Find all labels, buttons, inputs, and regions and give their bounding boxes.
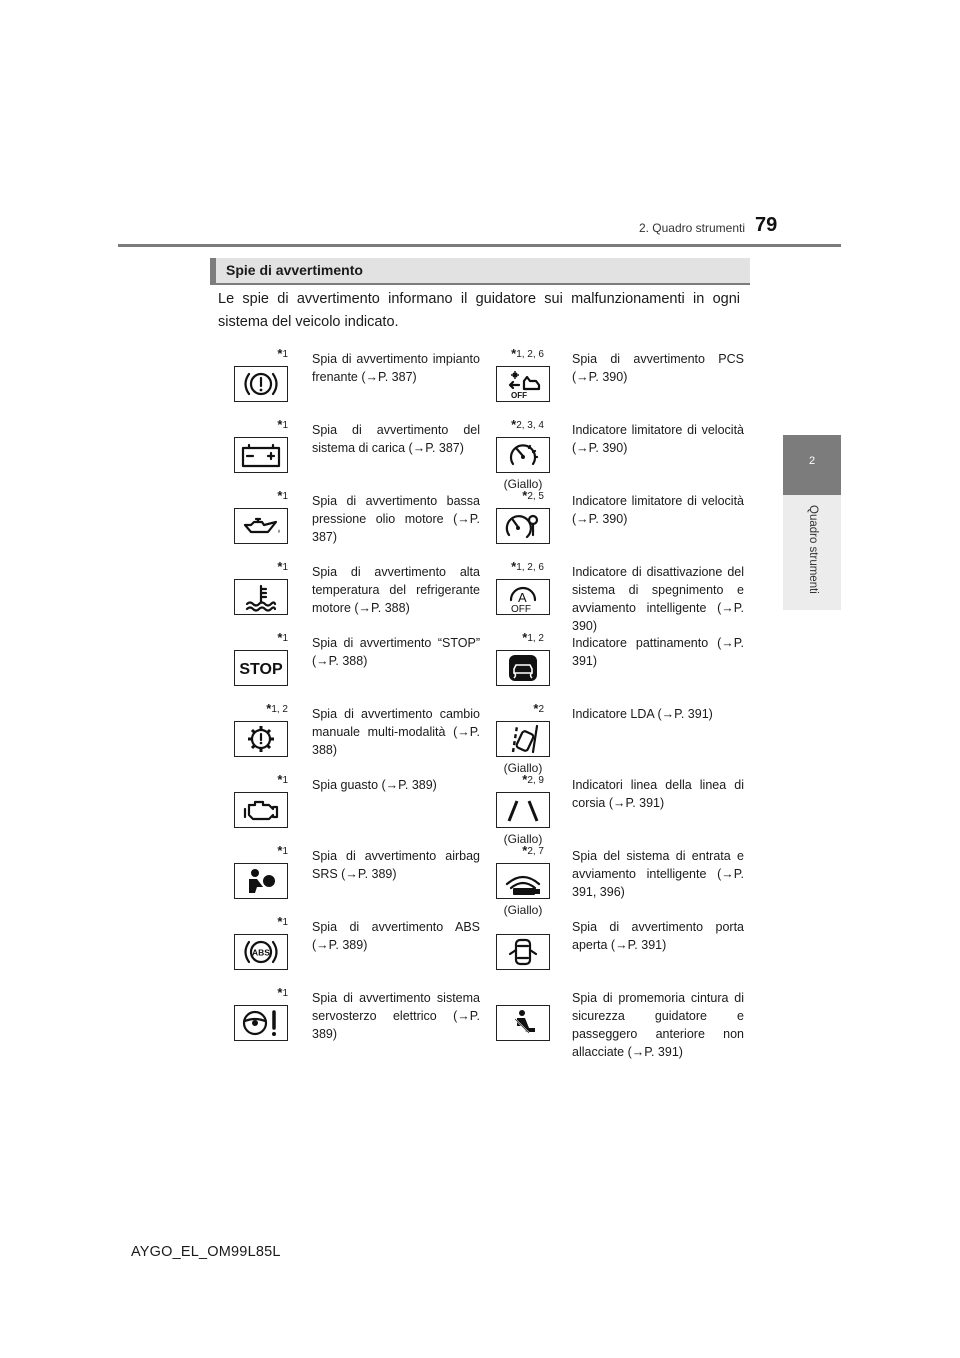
warning-light-description: Spia di avvertimento ABS (→P. 389) xyxy=(312,920,480,952)
warning-light-entry xyxy=(234,766,494,837)
speed-limiter-warning-icon xyxy=(496,508,550,544)
warning-light-row xyxy=(234,837,754,917)
warning-light-row xyxy=(234,411,754,491)
warning-light-entry xyxy=(234,908,494,979)
footnote-marker: *2, 9 xyxy=(522,772,544,787)
section-intro: Le spie di avvertimento informano il guidatore sui malfunzionamenti in ogni sistema del veicolo indicato. xyxy=(218,291,740,330)
footer-doc-code: AYGO_EL_OM99L85L xyxy=(131,1244,281,1260)
warning-light-row xyxy=(234,340,754,411)
color-note: (Giallo) xyxy=(503,903,543,917)
warning-light-description: Spia di promemoria cintura di sicurezza guidatore e passeggero anteriore non allacciate (→P. 391) xyxy=(572,991,744,1059)
warning-light-description: Spia di avvertimento “STOP” (→P. 388) xyxy=(312,636,480,668)
footnote-marker: *1, 2 xyxy=(266,701,288,716)
lda-icon xyxy=(496,721,550,757)
svg-text:OFF: OFF xyxy=(511,391,527,399)
warning-light-row xyxy=(234,908,754,979)
warning-light-row xyxy=(234,482,754,553)
warning-light-description: Spia di avvertimento alta temperatura del refrigerante motore (→P. 388) xyxy=(312,565,480,615)
warning-light-entry xyxy=(496,411,754,491)
footnote-marker: *1 xyxy=(277,914,288,929)
seatbelt-reminder-icon xyxy=(496,1005,550,1041)
color-note: (Giallo) xyxy=(503,832,543,846)
warning-lights-table xyxy=(234,340,754,1059)
warning-light-entry xyxy=(496,837,754,917)
svg-text:OFF: OFF xyxy=(511,604,531,612)
footnote-marker: *2, 7 xyxy=(522,843,544,858)
footnote-marker: *2, 5 xyxy=(522,488,544,503)
side-chapter-number: 2 xyxy=(808,455,816,467)
footnote-marker: *1, 2, 6 xyxy=(511,346,544,361)
warning-light-entry xyxy=(496,908,754,979)
warning-light-entry xyxy=(234,482,494,553)
warning-light-description: Indicatori linea della linea di corsia (→P. 391) xyxy=(572,778,744,810)
warning-light-description: Spia di avvertimento PCS (→P. 390) xyxy=(572,352,744,384)
footnote-marker: *1 xyxy=(277,488,288,503)
warning-light-description: Spia del sistema di entrata e avviamento intelligente (→P. 391, 396) xyxy=(572,849,744,899)
warning-light-row xyxy=(234,695,754,775)
warning-light-description: Spia di avvertimento airbag SRS (→P. 389) xyxy=(312,849,480,881)
warning-light-entry xyxy=(496,695,754,775)
svg-text:STOP: STOP xyxy=(239,661,283,678)
warning-light-description: Spia di avvertimento porta aperta (→P. 391) xyxy=(572,920,744,952)
footnote-marker: *1 xyxy=(277,630,288,645)
stop-icon xyxy=(234,650,288,686)
warning-light-row xyxy=(234,766,754,846)
footnote-marker: *1 xyxy=(277,772,288,787)
svg-text:A: A xyxy=(518,590,527,605)
footnote-marker: *1 xyxy=(277,985,288,1000)
warning-light-row xyxy=(234,553,754,633)
warning-light-entry xyxy=(234,837,494,908)
section-heading: Spie di avvertimento xyxy=(210,258,750,283)
smart-key-icon xyxy=(496,863,550,899)
color-note: (Giallo) xyxy=(503,761,543,775)
warning-light-description: Spia di avvertimento sistema servosterzo elettrico (→P. 389) xyxy=(312,991,480,1041)
footnote-marker: *1 xyxy=(277,346,288,361)
door-open-icon xyxy=(496,934,550,970)
warning-light-entry xyxy=(496,340,754,411)
warning-light-description: Spia guasto (→P. 389) xyxy=(312,778,437,792)
warning-light-entry xyxy=(234,553,494,624)
footnote-marker: *2 xyxy=(533,701,544,716)
warning-light-description: Spia di avvertimento bassa pressione olio motore (→P. 387) xyxy=(312,494,480,544)
warning-light-entry xyxy=(496,553,754,633)
abs-icon xyxy=(234,934,288,970)
warning-light-description: Spia di avvertimento del sistema di carica (→P. 387) xyxy=(312,423,480,455)
speed-limiter-icon xyxy=(496,437,550,473)
warning-light-entry xyxy=(234,695,494,766)
page-number: 79 xyxy=(755,214,778,236)
warning-light-entry xyxy=(496,624,754,695)
warning-light-description: Indicatore limitatore di velocità (→P. 390) xyxy=(572,423,744,455)
footnote-marker: *1 xyxy=(277,559,288,574)
airbag-icon xyxy=(234,863,288,899)
footnote-marker: *1 xyxy=(277,843,288,858)
warning-light-description: Indicatore di disattivazione del sistema di spegnimento e avviamento intelligente (→P. 390) xyxy=(572,565,744,633)
footnote-marker: *1 xyxy=(277,417,288,432)
color-note: (Giallo) xyxy=(503,477,543,491)
warning-light-entry xyxy=(234,979,494,1050)
brake-warning-icon xyxy=(234,366,288,402)
header-section-title: 2. Quadro strumenti xyxy=(638,221,745,235)
warning-light-entry xyxy=(496,766,754,846)
lane-lines-icon xyxy=(496,792,550,828)
warning-light-description: Spia di avvertimento cambio manuale multi-modalità (→P. 388) xyxy=(312,707,480,757)
slip-indicator-icon xyxy=(496,650,550,686)
footnote-marker: *1, 2, 6 xyxy=(511,559,544,574)
warning-light-entry xyxy=(496,979,754,1059)
stop-start-off-icon xyxy=(496,579,550,615)
power-steering-icon xyxy=(234,1005,288,1041)
pcs-off-icon xyxy=(496,366,550,402)
oil-pressure-icon xyxy=(234,508,288,544)
warning-light-entry xyxy=(496,482,754,553)
warning-light-entry xyxy=(234,411,494,482)
svg-text:ABS: ABS xyxy=(252,947,270,958)
warning-light-description: Indicatore LDA (→P. 391) xyxy=(572,707,713,721)
battery-icon xyxy=(234,437,288,473)
warning-light-description: Indicatore limitatore di velocità (→P. 390) xyxy=(572,494,744,526)
warning-light-entry xyxy=(234,624,494,695)
footnote-marker: *1, 2 xyxy=(522,630,544,645)
warning-light-row xyxy=(234,624,754,695)
header-rule xyxy=(118,244,841,247)
warning-light-description: Indicatore pattinamento (→P. 391) xyxy=(572,636,744,668)
coolant-temperature-icon xyxy=(234,579,288,615)
side-chapter-label: Quadro strumenti xyxy=(807,505,819,594)
gear-warning-icon xyxy=(234,721,288,757)
warning-light-row xyxy=(234,979,754,1059)
warning-light-description: Spia di avvertimento impianto frenante (→P. 387) xyxy=(312,352,480,384)
check-engine-icon xyxy=(234,792,288,828)
footnote-marker: *2, 3, 4 xyxy=(511,417,544,432)
warning-light-entry xyxy=(234,340,494,411)
